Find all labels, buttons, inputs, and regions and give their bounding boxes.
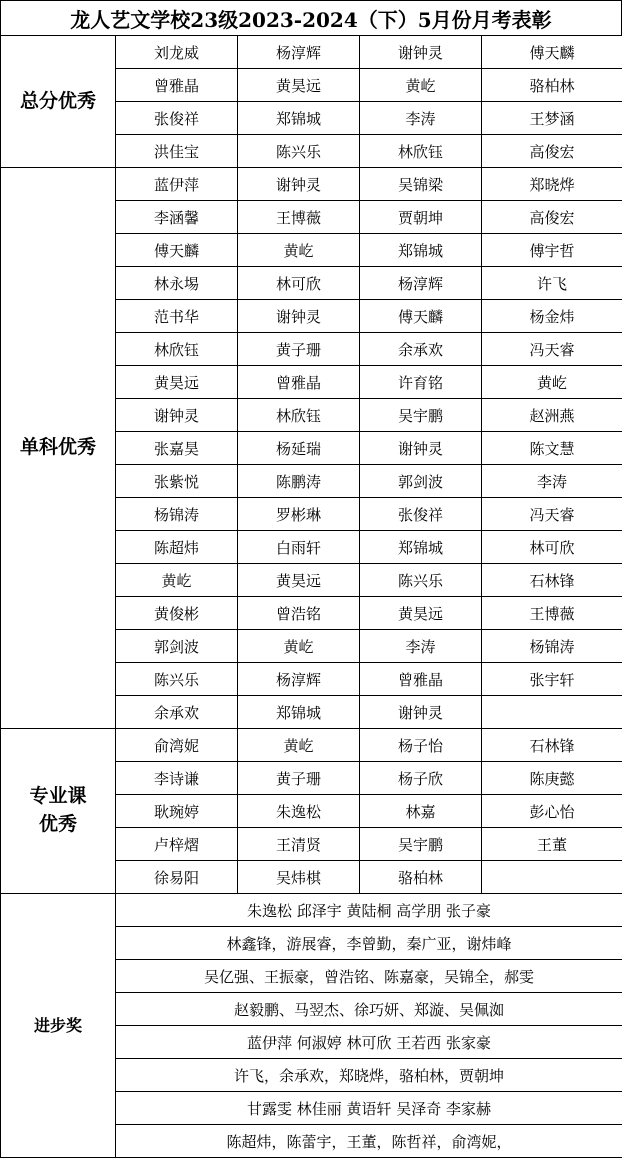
name-cell: 高俊宏 bbox=[482, 201, 622, 234]
name-cell: 黄屹 bbox=[238, 729, 360, 762]
progress-names-cell: 甘露雯 林佳丽 黄语轩 吴泽奇 李家赫 bbox=[116, 1092, 622, 1125]
name-cell: 王董 bbox=[482, 828, 622, 861]
name-cell: 李诗谦 bbox=[116, 762, 238, 795]
name-cell: 陈庚懿 bbox=[482, 762, 622, 795]
name-cell: 陈兴乐 bbox=[116, 663, 238, 696]
name-cell: 黄子珊 bbox=[238, 762, 360, 795]
name-cell: 傅天麟 bbox=[116, 234, 238, 267]
name-cell: 陈兴乐 bbox=[238, 135, 360, 168]
name-cell: 杨锦涛 bbox=[482, 630, 622, 663]
name-cell: 石林锋 bbox=[482, 729, 622, 762]
name-cell: 黄屹 bbox=[238, 630, 360, 663]
name-cell: 卢梓熠 bbox=[116, 828, 238, 861]
name-cell: 张紫悦 bbox=[116, 465, 238, 498]
name-cell: 郑锦城 bbox=[360, 531, 482, 564]
name-cell: 贾朝坤 bbox=[360, 201, 482, 234]
name-cell: 王清贤 bbox=[238, 828, 360, 861]
name-cell: 曾浩铭 bbox=[238, 597, 360, 630]
name-cell: 傅天麟 bbox=[482, 36, 622, 69]
name-cell: 洪佳宝 bbox=[116, 135, 238, 168]
name-cell: 余承欢 bbox=[116, 696, 238, 729]
category-progress-award: 进步奖 bbox=[1, 894, 116, 1158]
progress-names-cell: 蓝伊萍 何淑婷 林可欣 王若西 张家豪 bbox=[116, 1026, 622, 1059]
name-cell: 王博薇 bbox=[482, 597, 622, 630]
progress-names-cell: 朱逸松 邱泽宇 黄陆桐 高学朋 张子豪 bbox=[116, 894, 622, 927]
name-cell: 林欣钰 bbox=[116, 333, 238, 366]
name-cell: 谢钟灵 bbox=[238, 168, 360, 201]
progress-names-cell: 林鑫锋，游展睿，李曾勤，秦广亚，谢炜峰 bbox=[116, 927, 622, 960]
name-cell: 吴锦梁 bbox=[360, 168, 482, 201]
name-cell: 林嘉 bbox=[360, 795, 482, 828]
name-cell: 黄昊远 bbox=[116, 366, 238, 399]
name-cell: 黄屹 bbox=[238, 234, 360, 267]
table-row bbox=[1, 36, 622, 69]
name-cell: 谢钟灵 bbox=[360, 36, 482, 69]
name-cell: 杨淳辉 bbox=[238, 36, 360, 69]
name-cell: 范书华 bbox=[116, 300, 238, 333]
category-label-line: 专业课 bbox=[29, 785, 87, 808]
table-row bbox=[1, 168, 622, 201]
name-cell: 郭剑波 bbox=[360, 465, 482, 498]
table-row bbox=[1, 894, 622, 927]
name-cell: 陈兴乐 bbox=[360, 564, 482, 597]
name-cell: 林永埸 bbox=[116, 267, 238, 300]
name-cell: 黄昊远 bbox=[238, 69, 360, 102]
name-cell: 刘龙威 bbox=[116, 36, 238, 69]
name-cell: 郑晓烨 bbox=[482, 168, 622, 201]
name-cell: 王梦涵 bbox=[482, 102, 622, 135]
name-cell: 张俊祥 bbox=[116, 102, 238, 135]
table-row bbox=[1, 729, 622, 762]
name-cell: 王博薇 bbox=[238, 201, 360, 234]
name-cell: 傅宇哲 bbox=[482, 234, 622, 267]
name-cell: 张俊祥 bbox=[360, 498, 482, 531]
name-cell: 石林锋 bbox=[482, 564, 622, 597]
category-label-line: 优秀 bbox=[38, 813, 77, 835]
name-cell: 陈文慧 bbox=[482, 432, 622, 465]
name-cell: 郑锦城 bbox=[238, 696, 360, 729]
name-cell: 杨子欣 bbox=[360, 762, 482, 795]
name-cell: 张宇轩 bbox=[482, 663, 622, 696]
honor-table bbox=[0, 35, 622, 1158]
name-cell: 杨延瑞 bbox=[238, 432, 360, 465]
name-cell: 杨锦涛 bbox=[116, 498, 238, 531]
name-cell: 黄子珊 bbox=[238, 333, 360, 366]
name-cell: 赵洲燕 bbox=[482, 399, 622, 432]
name-cell: 林欣钰 bbox=[238, 399, 360, 432]
name-cell: 杨淳辉 bbox=[238, 663, 360, 696]
name-cell: 高俊宏 bbox=[482, 135, 622, 168]
name-cell: 余承欢 bbox=[360, 333, 482, 366]
category-total-excellent: 总分优秀 bbox=[1, 36, 116, 168]
name-cell: 罗彬琳 bbox=[238, 498, 360, 531]
page-title: 龙人艺文学校23级2023-2024（下）5月份月考表彰 bbox=[0, 0, 622, 36]
name-cell bbox=[482, 696, 622, 729]
name-cell: 朱逸松 bbox=[238, 795, 360, 828]
name-cell: 许飞 bbox=[482, 267, 622, 300]
name-cell: 陈超炜 bbox=[116, 531, 238, 564]
progress-names-cell: 陈超炜，陈蕾宇，王董，陈哲祥，俞湾妮， bbox=[116, 1125, 622, 1158]
name-cell: 郑锦城 bbox=[360, 234, 482, 267]
name-cell: 郑锦城 bbox=[238, 102, 360, 135]
name-cell bbox=[482, 861, 622, 894]
name-cell: 冯天睿 bbox=[482, 333, 622, 366]
name-cell: 张嘉昊 bbox=[116, 432, 238, 465]
name-cell: 陈鹏涛 bbox=[238, 465, 360, 498]
name-cell: 林可欣 bbox=[482, 531, 622, 564]
name-cell: 杨淳辉 bbox=[360, 267, 482, 300]
name-cell: 谢钟灵 bbox=[238, 300, 360, 333]
name-cell: 冯天睿 bbox=[482, 498, 622, 531]
name-cell: 黄俊彬 bbox=[116, 597, 238, 630]
name-cell: 林可欣 bbox=[238, 267, 360, 300]
category-major-excellent bbox=[1, 729, 116, 894]
name-cell: 杨金炜 bbox=[482, 300, 622, 333]
category-single-subject-excellent: 单科优秀 bbox=[1, 168, 116, 729]
progress-names-cell: 赵毅鹏、马翌杰、徐巧妍、郑漩、吴佩洳 bbox=[116, 993, 622, 1026]
name-cell: 李涵馨 bbox=[116, 201, 238, 234]
name-cell: 黄屹 bbox=[116, 564, 238, 597]
name-cell: 许育铭 bbox=[360, 366, 482, 399]
name-cell: 谢钟灵 bbox=[360, 432, 482, 465]
name-cell: 李涛 bbox=[482, 465, 622, 498]
name-cell: 徐易阳 bbox=[116, 861, 238, 894]
name-cell: 俞湾妮 bbox=[116, 729, 238, 762]
name-cell: 吴炜棋 bbox=[238, 861, 360, 894]
name-cell: 吴宇鹏 bbox=[360, 399, 482, 432]
name-cell: 黄昊远 bbox=[238, 564, 360, 597]
name-cell: 黄屹 bbox=[482, 366, 622, 399]
progress-names-cell: 许飞，余承欢，郑晓烨，骆柏林，贾朝坤 bbox=[116, 1059, 622, 1092]
name-cell: 杨子怡 bbox=[360, 729, 482, 762]
progress-names-cell: 吴亿强、王振豪，曾浩铭、陈嘉豪，吴锦全，郝雯 bbox=[116, 960, 622, 993]
name-cell: 耿琬婷 bbox=[116, 795, 238, 828]
name-cell: 谢钟灵 bbox=[116, 399, 238, 432]
name-cell: 吴宇鹏 bbox=[360, 828, 482, 861]
name-cell: 曾雅晶 bbox=[238, 366, 360, 399]
name-cell: 黄屹 bbox=[360, 69, 482, 102]
name-cell: 李涛 bbox=[360, 102, 482, 135]
name-cell: 白雨轩 bbox=[238, 531, 360, 564]
name-cell: 曾雅晶 bbox=[360, 663, 482, 696]
name-cell: 郭剑波 bbox=[116, 630, 238, 663]
name-cell: 骆柏林 bbox=[360, 861, 482, 894]
name-cell: 蓝伊萍 bbox=[116, 168, 238, 201]
name-cell: 骆柏林 bbox=[482, 69, 622, 102]
name-cell: 彭心怡 bbox=[482, 795, 622, 828]
name-cell: 曾雅晶 bbox=[116, 69, 238, 102]
name-cell: 黄昊远 bbox=[360, 597, 482, 630]
name-cell: 林欣钰 bbox=[360, 135, 482, 168]
name-cell: 谢钟灵 bbox=[360, 696, 482, 729]
name-cell: 傅天麟 bbox=[360, 300, 482, 333]
name-cell: 李涛 bbox=[360, 630, 482, 663]
